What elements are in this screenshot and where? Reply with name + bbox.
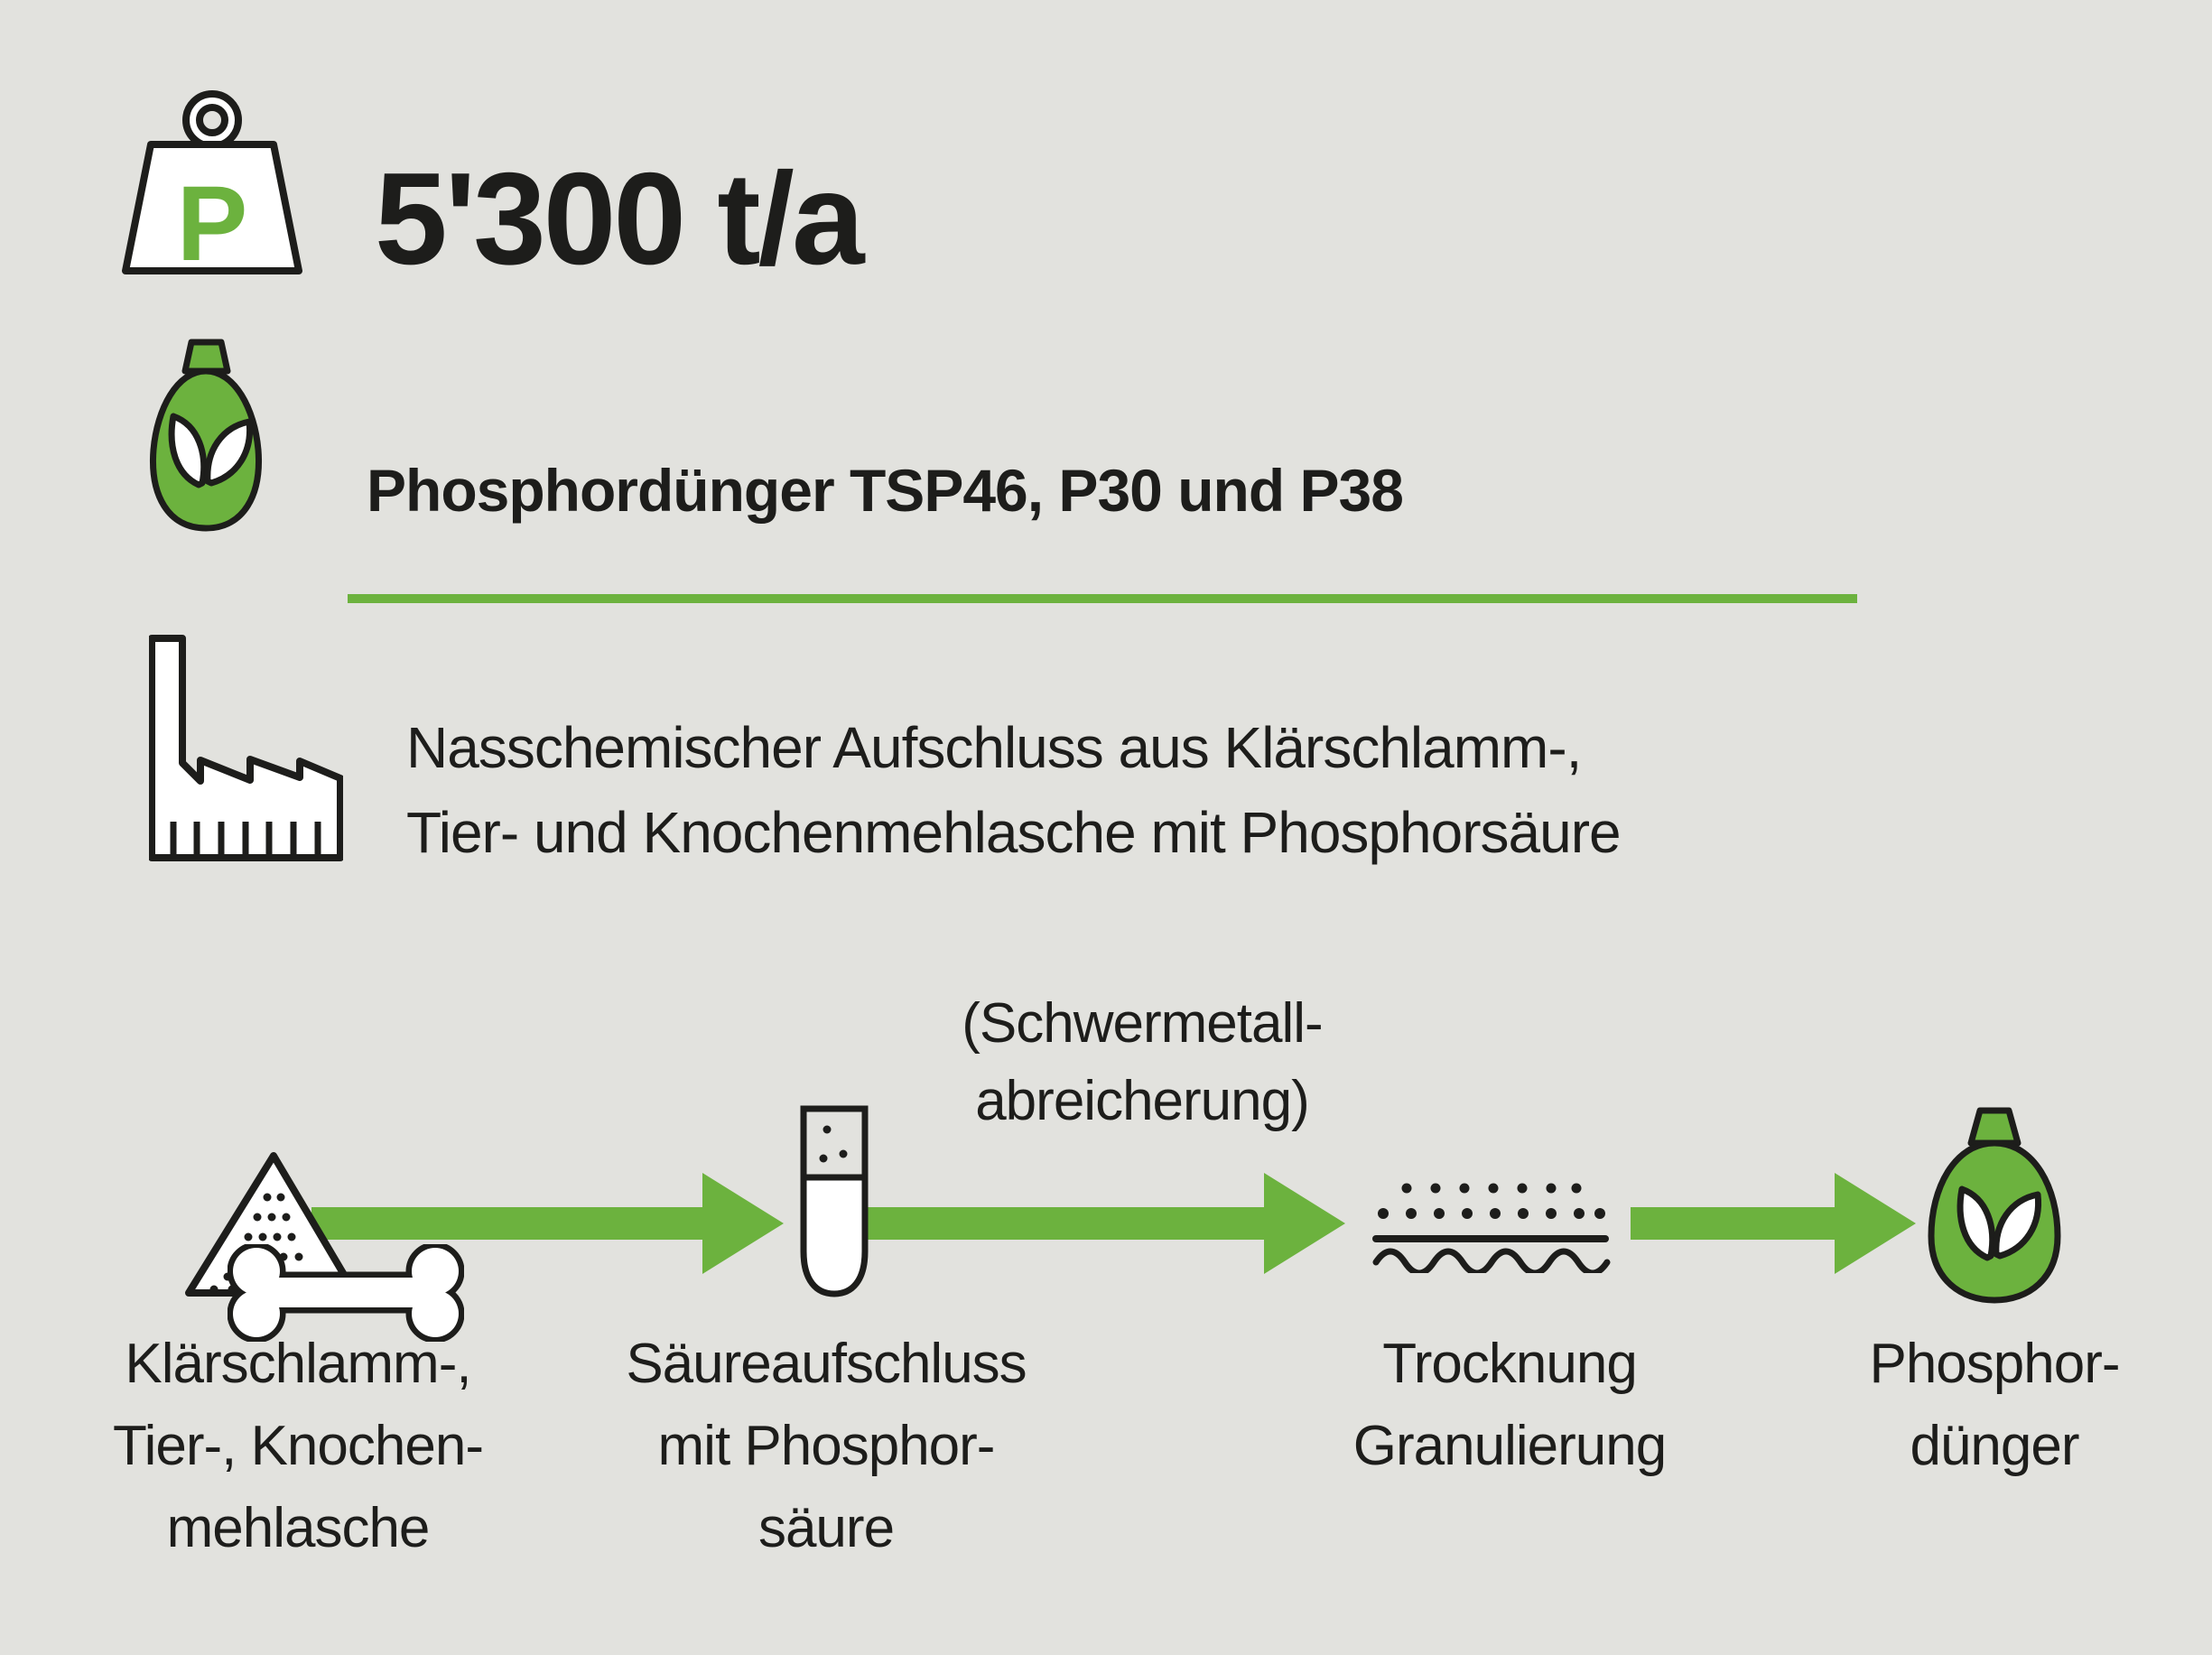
station-label-line: Klärschlamm-, [125,1333,471,1395]
drying-granulation-icon [1371,1176,1611,1273]
annual-amount: 5'300 t/a [375,145,862,292]
flow-arrow-icon [865,1173,1345,1274]
station-label-ash [27,1323,569,1569]
station-label-acid-digestion [555,1323,1097,1569]
station-label-line: säure [757,1497,895,1559]
product-name: Phosphordünger TSP46, P30 und P38 [367,457,1403,524]
flow-arrow-icon [1631,1173,1916,1274]
station-label-line: Säureaufschluss [626,1333,1027,1395]
station-label-line: mit Phosphor- [657,1415,995,1477]
station-label-line: dünger [1910,1415,2079,1477]
weight-icon [122,90,302,275]
process-description-line: Tier- und Knochenmehlasche mit Phosphorsäure [406,800,1621,865]
fertilizer-bag-icon [1919,1105,2070,1306]
fertilizer-bag-icon [132,337,281,534]
heavy-metal-annotation [871,985,1413,1140]
test-tube-icon [799,1105,869,1298]
process-description-line: Nasschemischer Aufschluss aus Klärschlamm-, [406,715,1582,780]
station-label-drying [1239,1323,1780,1487]
divider-line [348,594,1857,603]
process-description [406,705,1621,875]
station-label-line: Trocknung [1382,1333,1637,1395]
annotation-line: (Schwermetall- [962,992,1323,1055]
weight-icon-letter: P [176,164,248,275]
annotation-line: abreicherung) [975,1070,1309,1132]
station-label-fertilizer [1724,1323,2212,1487]
station-label-line: Tier-, Knochen- [113,1415,483,1477]
station-label-line: Granulierung [1352,1415,1667,1477]
station-label-line: Phosphor- [1869,1333,2120,1395]
station-label-line: mehlasche [166,1497,430,1559]
factory-icon [149,634,343,861]
